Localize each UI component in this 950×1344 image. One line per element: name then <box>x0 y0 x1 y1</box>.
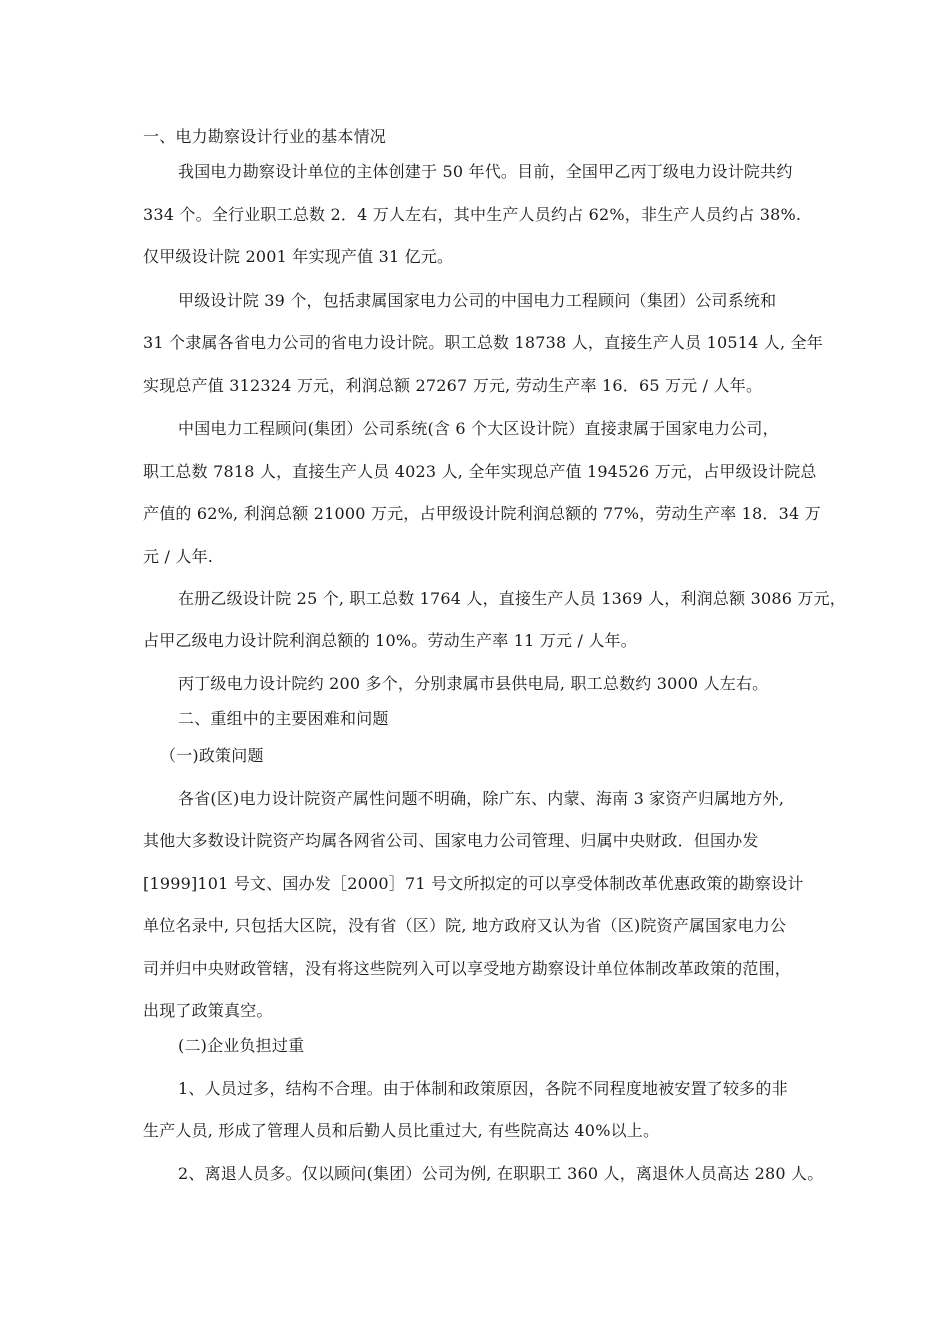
paragraph-line: 其他大多数设计院资产均属各网省公司、国家电力公司管理、归属中央财政．但国办发 <box>143 831 759 850</box>
paragraph-line: 2、离退人员多。仅以顾问(集团）公司为例, 在职职工 360 人，离退休人员高达 280 人。 <box>178 1164 824 1183</box>
paragraph-line: 元 / 人年. <box>143 547 214 566</box>
paragraph-line: 出现了政策真空。 <box>143 1001 273 1020</box>
paragraph-line: 我国电力勘察设计单位的主体创建于 50 年代。目前，全国甲乙丙丁级电力设计院共约 <box>178 162 793 181</box>
paragraph-line: 在册乙级设计院 25 个, 职工总数 1764 人，直接生产人员 1369 人，利润总额 3086 万元， <box>178 589 846 608</box>
paragraph-line: 仅甲级设计院 2001 年实现产值 31 亿元。 <box>143 247 454 266</box>
paragraph-line: 占甲乙级电力设计院利润总额的 10%。劳动生产率 11 万元 / 人年。 <box>143 631 637 650</box>
paragraph-line: 实现总产值 312324 万元，利润总额 27267 万元, 劳动生产率 16．65 万元 / 人年。 <box>143 376 763 395</box>
paragraph-line: [1999]101 号文、国办发［2000］71 号文所拟定的可以享受体制改革优惠政策的勘察设计 <box>143 874 804 893</box>
paragraph-line: 334 个。全行业职工总数 2．4 万人左右，其中生产人员约占 62%，非生产人员约占 38%. <box>143 205 802 224</box>
paragraph-line: 31 个隶属各省电力公司的省电力设计院。职工总数 18738 人，直接生产人员 10514 人, 全年 <box>143 333 823 352</box>
paragraph-line: 生产人员, 形成了管理人员和后勤人员比重过大, 有些院高达 40%以上。 <box>143 1121 660 1140</box>
subsection-heading: （一)政策问题 <box>160 746 264 765</box>
paragraph-line: 职工总数 7818 人，直接生产人员 4023 人, 全年实现总产值 194526 万元，占甲级设计院总 <box>143 462 817 481</box>
paragraph-line: 司并归中央财政管辖，没有将这些院列入可以享受地方勘察设计单位体制改革政策的范围， <box>143 959 792 978</box>
paragraph-line: 甲级设计院 39 个，包括隶属国家电力公司的中国电力工程顾问（集团）公司系统和 <box>178 291 777 310</box>
paragraph-line: 产值的 62%, 利润总额 21000 万元，占甲级设计院利润总额的 77%，劳动生产率 18．34 万 <box>143 504 821 523</box>
subsection-heading: (二)企业负担过重 <box>178 1036 305 1055</box>
paragraph-line: 丙丁级电力设计院约 200 多个，分别隶属市县供电局, 职工总数约 3000 人左右。 <box>178 674 769 693</box>
paragraph-line: 1、人员过多，结构不合理。由于体制和政策原因，各院不同程度地被安置了较多的非 <box>178 1079 788 1098</box>
paragraph-line: 中国电力工程顾问(集团）公司系统(含 6 个大区设计院）直接隶属于国家电力公司， <box>178 419 779 438</box>
section-heading-1: 一、电力勘察设计行业的基本情况 <box>143 127 387 146</box>
paragraph-line: 单位名录中, 只包括大区院，没有省（区）院, 地方政府又认为省（区)院资产属国家电力公 <box>143 916 787 935</box>
paragraph-line: 各省(区)电力设计院资产属性问题不明确，除广东、内蒙、海南 3 家资产归属地方外, <box>178 789 785 808</box>
section-heading-2: 二、重组中的主要困难和问题 <box>178 709 389 728</box>
